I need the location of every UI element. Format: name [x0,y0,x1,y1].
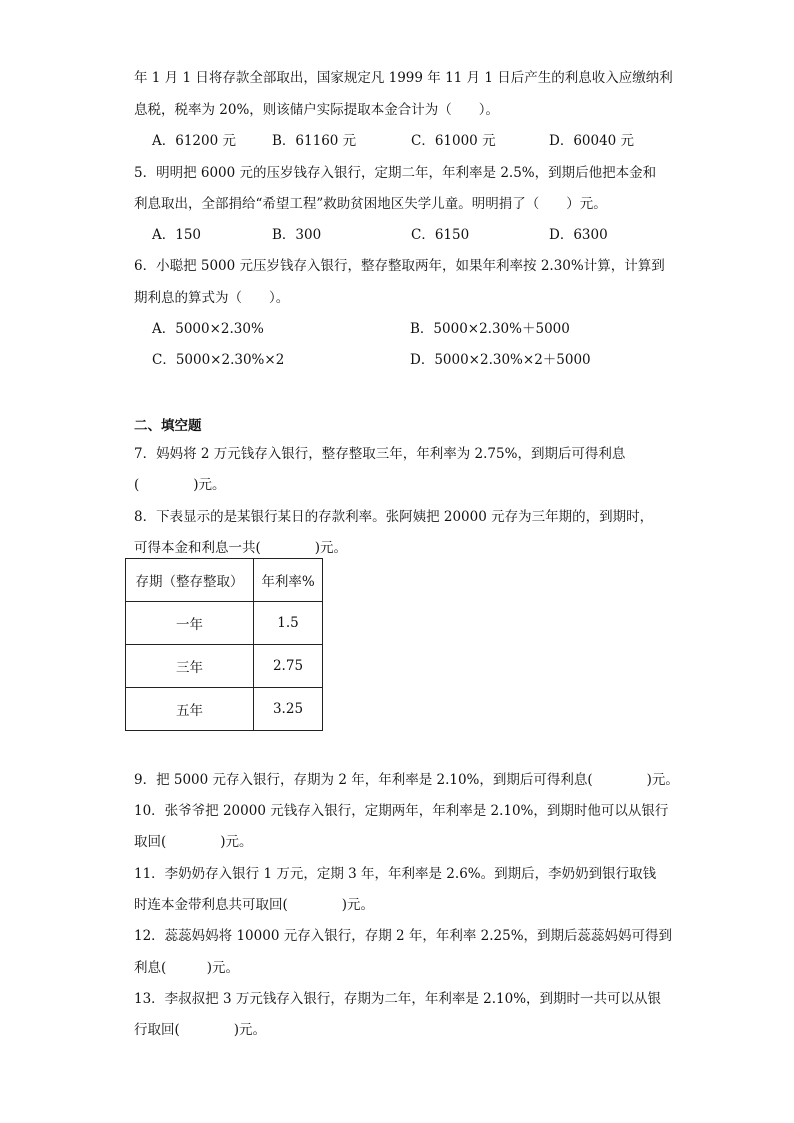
q7-text-line1: 7．妈妈将 2 万元钱存入银行，整存整取三年，年利率为 2.75%，到期后可得利息 [134,446,626,462]
q4-option-c: C．61000 元 [411,133,496,149]
q13-text-line1: 13．李叔叔把 3 万元钱存入银行，存期为二年，年利率是 2.10%，到期时一共可以从银 [134,991,662,1007]
q6-option-d: D．5000×2.30%×2＋5000 [410,352,591,368]
q9-text-line1: 9．把 5000 元存入银行，存期为 2 年，年利率是 2.10%，到期后可得利息( )元。 [134,772,679,788]
q7-text-line2: ( )元。 [134,477,226,493]
q13-text-line2: 行取回( )元。 [134,1022,267,1038]
q6-text-line2: 期利息的算式为（ ）。 [134,290,290,306]
section-heading-fill-in: 二、填空题 [134,418,202,434]
table-row [126,602,323,645]
deposit-rate-table [125,558,323,731]
q5-option-a: A．150 [152,227,202,243]
q5-option-c: C．6150 [411,227,470,243]
table-cell-rate: 3.25 [254,688,323,731]
table-cell-rate: 1.5 [254,602,323,645]
table-header-term: 存期（整存整取） [126,559,254,602]
q4-text-line1: 年 1 月 1 日将存款全部取出，国家规定凡 1999 年 11 月 1 日后产生的利息收入应缴纳利 [134,70,673,86]
q5-text-line2: 利息取出，全部捐给“希望工程”救助贫困地区失学儿童。明明捐了（ ）元。 [134,196,607,212]
q6-option-a: A．5000×2.30% [152,321,264,337]
q10-text-line2: 取回( )元。 [134,834,253,850]
q6-option-c: C．5000×2.30%×2 [152,352,285,368]
q5-text-line1: 5．明明把 6000 元的压岁钱存入银行，定期二年，年利率是 2.5%，到期后他把本金和 [134,165,657,181]
q4-option-d: D．60040 元 [549,133,635,149]
table-header-row [126,559,323,602]
q12-text-line1: 12．蕊蕊妈妈将 10000 元存入银行，存期 2 年，年利率 2.25%，到期后蕊蕊妈妈可得到 [134,928,673,944]
table-cell-rate: 2.75 [254,645,323,688]
table-row [126,688,323,731]
table-cell-term: 三年 [126,645,254,688]
q11-text-line2: 时连本金带利息共可取回( )元。 [134,897,375,913]
q5-option-b: B．300 [272,227,322,243]
q4-option-b: B．61160 元 [272,133,357,149]
table-header-rate: 年利率% [254,559,323,602]
q6-option-b: B．5000×2.30%＋5000 [410,321,570,337]
q8-text-line2: 可得本金和利息一共( )元。 [134,540,348,556]
q10-text-line1: 10．张爷爷把 20000 元钱存入银行，定期两年，年利率是 2.10%，到期时他可以从银行 [134,803,669,819]
q4-text-line2: 息税，税率为 20%，则该储户实际提取本金合计为（ ）。 [134,102,500,118]
q4-option-a: A．61200 元 [152,133,236,149]
table-cell-term: 一年 [126,602,254,645]
q12-text-line2: 利息( )元。 [134,960,240,976]
q8-text-line1: 8．下表显示的是某银行某日的存款利率。张阿姨把 20000 元存为三年期的，到期时， [134,509,654,525]
q6-text-line1: 6．小聪把 5000 元压岁钱存入银行，整存整取两年，如果年利率按 2.30%计算，计算到 [134,258,665,274]
table-row [126,645,323,688]
q5-option-d: D．6300 [549,227,608,243]
table-cell-term: 五年 [126,688,254,731]
q11-text-line1: 11．李奶奶存入银行 1 万元，定期 3 年，年利率是 2.6%。到期后，李奶奶到银行取钱 [134,866,657,882]
